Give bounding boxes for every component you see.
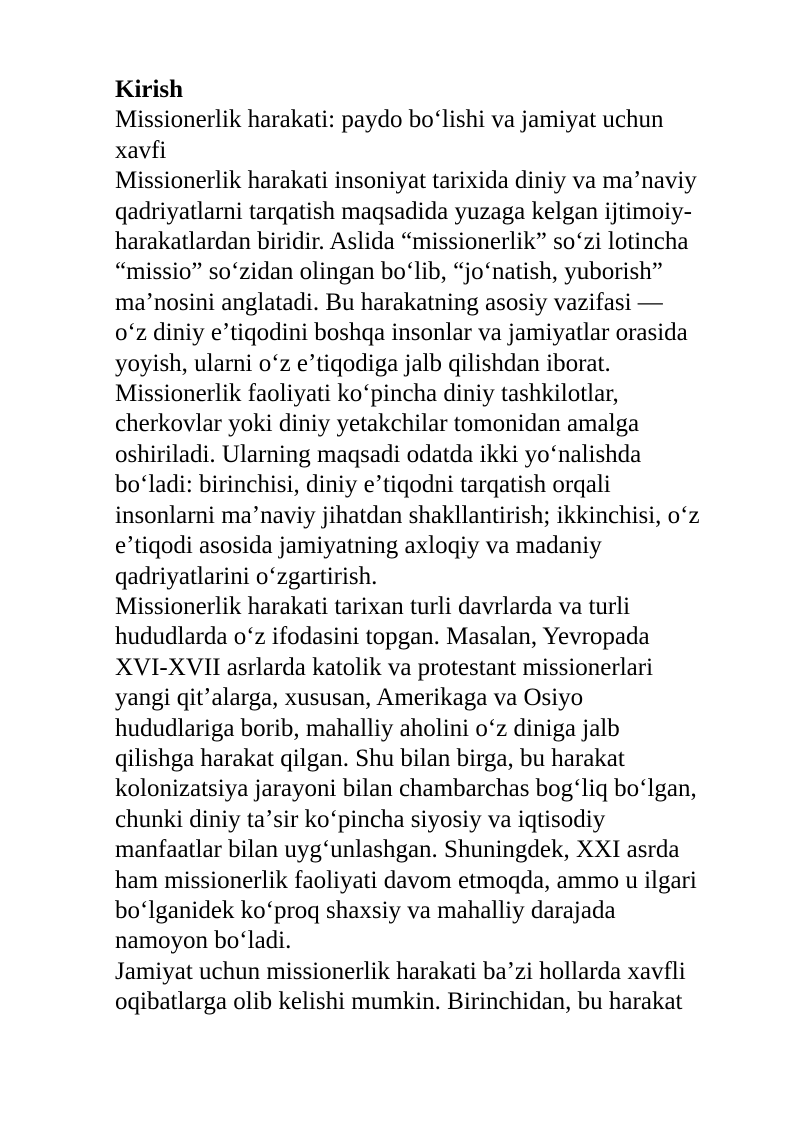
text-line: qilishga harakat qilgan. Shu bilan birga, bu harakat	[115, 744, 625, 772]
document-page	[115, 75, 755, 1018]
text-line: Missionerlik harakati: paydo boʻlishi va jamiyat uchun	[115, 106, 664, 134]
text-line: qadriyatlarini oʻzgartirish.	[115, 562, 378, 590]
text-line: boʻlganidek koʻproq shaxsiy va mahalliy darajada	[115, 896, 616, 924]
text-line: yoyish, ularni oʻz eʼtiqodiga jalb qilishdan iborat.	[115, 349, 611, 377]
text-line: eʼtiqodi asosida jamiyatning axloqiy va madaniy	[115, 532, 602, 560]
text-line: oshiriladi. Ularning maqsadi odatda ikki yoʻnalishda	[115, 440, 642, 468]
text-line: Missionerlik harakati insoniyat tarixida diniy va maʼnaviy	[115, 167, 697, 195]
text-line: hududlarda oʻz ifodasini topgan. Masalan, Yevropada	[115, 623, 650, 651]
text-line: hududlariga borib, mahalliy aholini oʻz diniga jalb	[115, 714, 620, 742]
body-text	[115, 105, 755, 1017]
text-line: yangi qitʼalarga, xususan, Amerikaga va Osiyo	[115, 684, 584, 712]
text-line: XVI-XVII asrlarda katolik va protestant missionerlari	[115, 653, 654, 681]
text-line: oʻz diniy eʼtiqodini boshqa insonlar va jamiyatlar orasida	[115, 319, 688, 347]
text-line: Missionerlik faoliyati koʻpincha diniy tashkilotlar,	[115, 380, 619, 408]
text-line: qadriyatlarni tarqatish maqsadida yuzaga kelgan ijtimoiy-	[115, 197, 692, 225]
text-line: xavfi	[115, 136, 167, 164]
text-line: cherkovlar yoki diniy yetakchilar tomonidan amalga	[115, 410, 640, 438]
text-line: Missionerlik harakati tarixan turli davrlarda va turli	[115, 592, 631, 620]
text-line: insonlarni maʼnaviy jihatdan shakllantirish; ikkinchisi, oʻz	[115, 501, 700, 529]
text-line: chunki diniy taʼsir koʻpincha siyosiy va iqtisodiy	[115, 805, 606, 833]
text-line: manfaatlar bilan uygʻunlashgan. Shuningdek, XXI asrda	[115, 836, 680, 864]
text-line: kolonizatsiya jarayoni bilan chambarchas bogʻliq boʻlgan,	[115, 775, 697, 803]
text-line: Jamiyat uchun missionerlik harakati baʼzi hollarda xavfli	[115, 957, 686, 985]
section-heading: Kirish	[115, 76, 184, 103]
text-line: harakatlardan biridir. Aslida “missionerlik” soʻzi lotincha	[115, 228, 689, 256]
text-line: boʻladi: birinchisi, diniy eʼtiqodni tarqatish orqali	[115, 471, 611, 499]
text-line: maʼnosini anglatadi. Bu harakatning asosiy vazifasi —	[115, 288, 663, 316]
text-line: “missio” soʻzidan olingan boʻlib, “joʻnatish, yuborish”	[115, 258, 663, 286]
text-line: namoyon boʻladi.	[115, 927, 292, 955]
text-line: ham missionerlik faoliyati davom etmoqda, ammo u ilgari	[115, 866, 697, 894]
text-line: oqibatlarga olib kelishi mumkin. Birinchidan, bu harakat	[115, 988, 683, 1016]
